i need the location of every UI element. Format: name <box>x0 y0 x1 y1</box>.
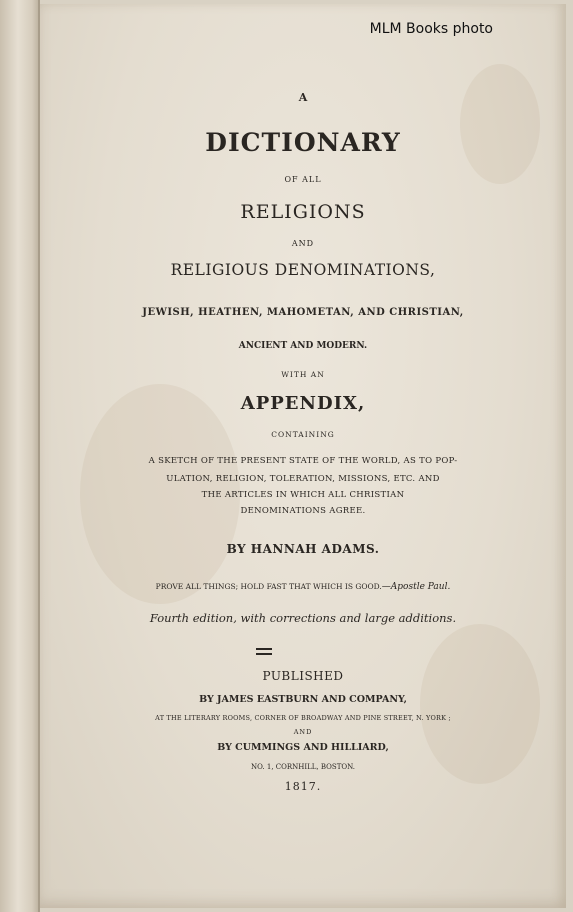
religions-line: RELIGIONS <box>240 201 366 223</box>
publication-year: 1817. <box>284 780 322 793</box>
edition-line: Fourth edition, with corrections and large additions. <box>149 611 457 625</box>
photo-credit-watermark: MLM Books photo <box>369 21 493 37</box>
double-rule-ornament <box>256 648 272 655</box>
sketch-line-1: A SKETCH OF THE PRESENT STATE OF THE WORLD, AS TO POP- <box>148 456 458 466</box>
adjacent-page-edge <box>0 0 40 912</box>
epigraph-attribution: —Apostle Paul. <box>381 582 451 592</box>
author-line: BY HANNAH ADAMS. <box>226 542 380 556</box>
title-article: A <box>298 91 308 104</box>
epigraph-line <box>40 582 566 592</box>
and-line: AND <box>291 239 315 248</box>
paper-stain <box>460 64 540 184</box>
book-title: DICTIONARY <box>205 128 401 157</box>
containing-line: CONTAINING <box>271 430 335 439</box>
publisher2-address-line: NO. 1, CORNHILL, BOSTON. <box>250 763 356 771</box>
sketch-line-3: THE ARTICLES IN WHICH ALL CHRISTIAN <box>201 490 405 500</box>
published-line: PUBLISHED <box>262 669 344 683</box>
sketch-line-4: DENOMINATIONS AGREE. <box>240 506 366 516</box>
of-all-line: OF ALL <box>284 175 322 184</box>
publisher1-line: BY JAMES EASTBURN AND COMPANY, <box>199 694 407 705</box>
appendix-line: APPENDIX, <box>240 393 366 414</box>
denominations-line: RELIGIOUS DENOMINATIONS, <box>170 261 436 279</box>
and-line-2: AND <box>293 728 313 736</box>
epigraph: PROVE ALL THINGS; HOLD FAST THAT WHICH IS GOOD. <box>155 582 382 591</box>
publisher1-address-line: AT THE LITERARY ROOMS, CORNER OF BROADWAY AND PINE STREET, N. YORK ; <box>155 714 451 722</box>
sketch-line-2: ULATION, RELIGION, TOLERATION, MISSIONS, ETC. AND <box>166 474 440 484</box>
publisher2-line: BY CUMMINGS AND HILLIARD, <box>217 742 389 753</box>
with-an-line: WITH AN <box>281 370 325 379</box>
ancient-modern-line: ANCIENT AND MODERN. <box>238 341 368 351</box>
kinds-line: JEWISH, HEATHEN, MAHOMETAN, AND CHRISTIAN, <box>142 307 464 318</box>
